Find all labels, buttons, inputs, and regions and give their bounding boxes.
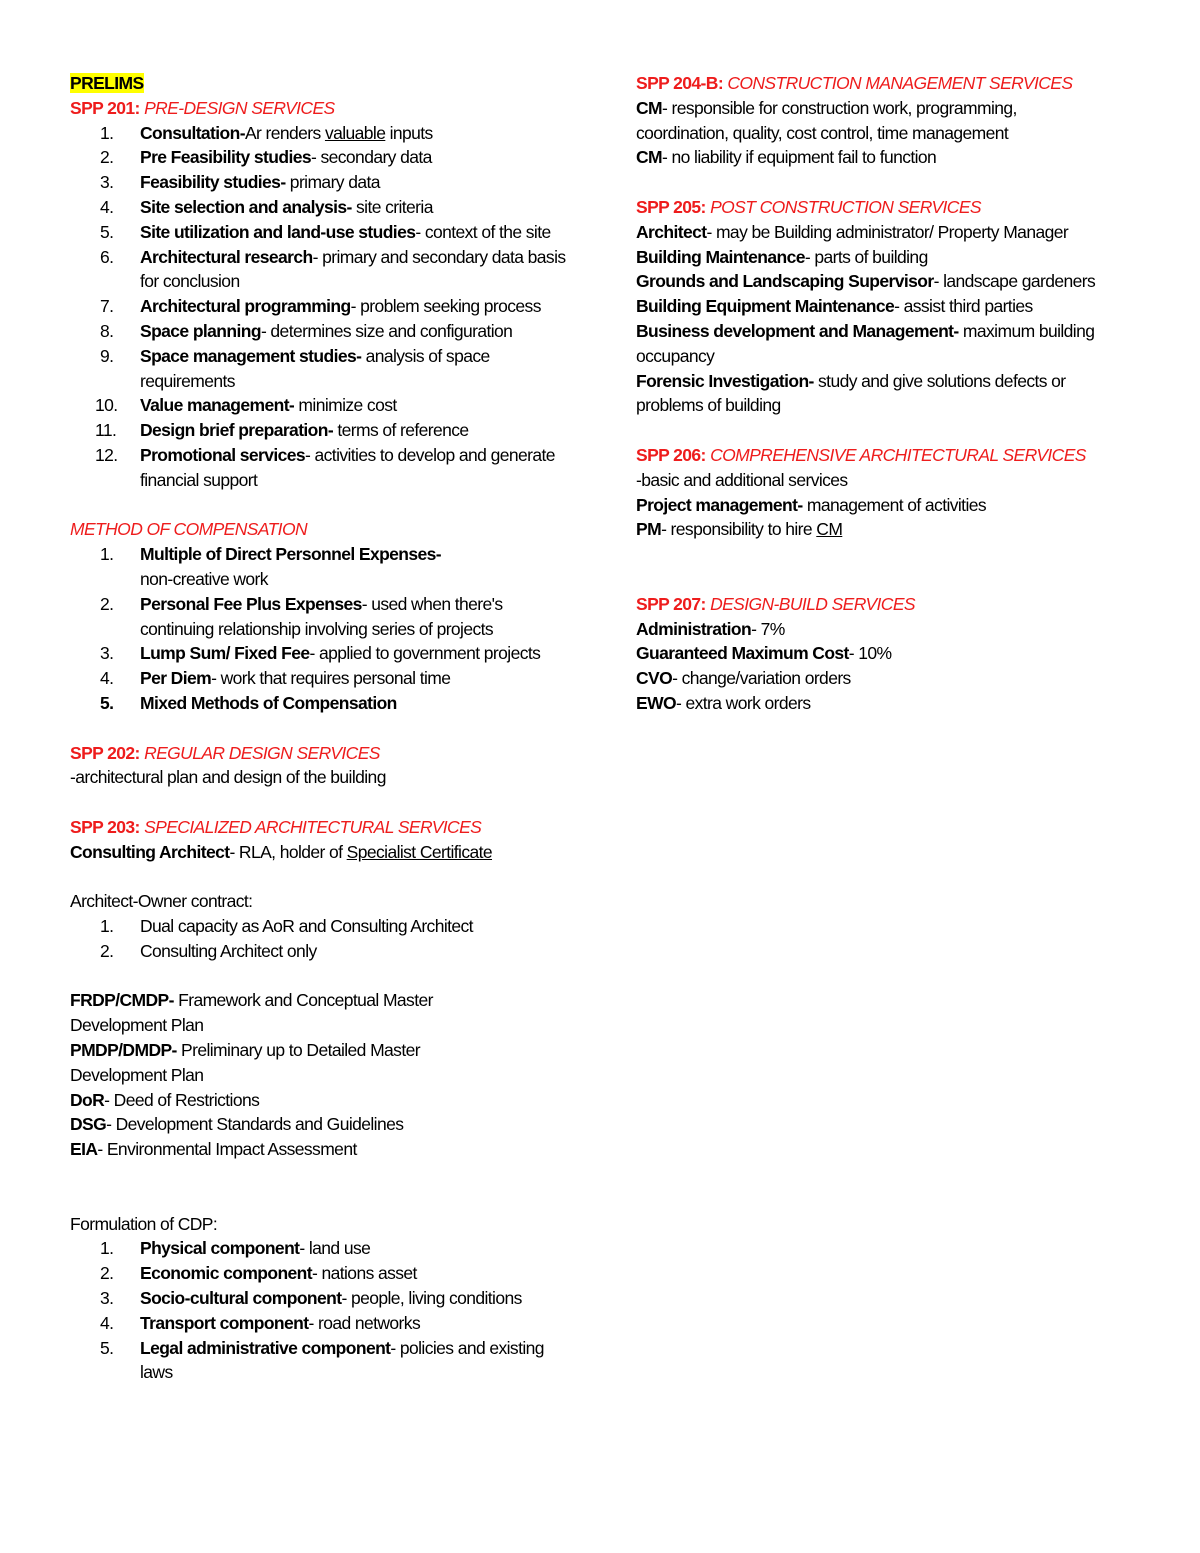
spp205-line: Building Equipment Maintenance- assist third parties: [636, 296, 1033, 317]
spp206-line: Project management- management of activities: [636, 494, 987, 515]
term-item: FRDP/CMDP- Framework and Conceptual Master Development Plan: [70, 990, 433, 1036]
list-item: 8. Space planning- determines size and configuration: [100, 320, 513, 341]
spp204b-line: CM- no liability if equipment fail to function: [636, 147, 937, 168]
list-item: 7. Architectural programming- problem seeking process: [100, 296, 541, 317]
list-item: 2. Pre Feasibility studies- secondary data: [100, 147, 432, 168]
spp201-list: [70, 121, 570, 493]
list-item: 5. Mixed Methods of Compensation: [100, 692, 397, 713]
term-item: EIA- Environmental Impact Assessment: [70, 1139, 357, 1160]
spp203-heading: SPP 203: SPECIALIZED ARCHITECTURAL SERVICES: [70, 816, 482, 837]
spp207-line: CVO- change/variation orders: [636, 668, 851, 689]
list-item: 1. Dual capacity as AoR and Consulting Architect: [100, 916, 473, 937]
list-item: 4. Transport component- road networks: [100, 1312, 421, 1333]
spp202-text: -architectural plan and design of the building: [70, 767, 386, 788]
spp205-line: Architect- may be Building administrator/ Property Manager: [636, 221, 1069, 242]
list-item: 4. Per Diem- work that requires personal time: [100, 668, 451, 689]
term-item: PMDP/DMDP- Preliminary up to Detailed Master Development Plan: [70, 1040, 420, 1085]
spp205-heading: SPP 205: POST CONSTRUCTION SERVICES: [636, 196, 981, 217]
spp207-heading: SPP 207: DESIGN-BUILD SERVICES: [636, 593, 915, 614]
spp206-text: -basic and additional services: [636, 469, 848, 490]
list-item: 4. Site selection and analysis- site criteria: [100, 196, 433, 217]
contract-list: [70, 914, 570, 964]
list-item: 5. Legal administrative component- policies and existing laws: [100, 1337, 544, 1383]
compensation-heading: METHOD OF COMPENSATION: [70, 519, 307, 540]
consulting-architect-line: Consulting Architect- RLA, holder of Specialist Certificate: [70, 841, 493, 862]
list-item: 9. Space management studies- analysis of space requirements: [100, 345, 490, 391]
contract-label: Architect-Owner contract:: [70, 891, 253, 912]
spp205-line: Business development and Management- maximum building occupancy: [636, 320, 1095, 366]
spp204b-line: CM- responsible for construction work, programming, coordination, quality, cost control, time management: [636, 97, 1017, 143]
list-item: 3. Socio-cultural component- people, living conditions: [100, 1288, 522, 1309]
spp202-heading: SPP 202: REGULAR DESIGN SERVICES: [70, 742, 380, 763]
spp207-line: Administration- 7%: [636, 618, 785, 639]
list-item: 2. Consulting Architect only: [100, 940, 317, 961]
list-item: 12. Promotional services- activities to develop and generate financial support: [95, 444, 555, 490]
terms-list: [70, 988, 490, 1162]
term-item: DoR- Deed of Restrictions: [70, 1089, 260, 1110]
right-column: [636, 71, 1156, 716]
prelims-heading: PRELIMS: [70, 73, 144, 93]
term-item: DSG- Development Standards and Guidelines: [70, 1114, 404, 1135]
list-item: 2. Economic component- nations asset: [100, 1263, 417, 1284]
spp206-line: PM- responsibility to hire CM: [636, 519, 843, 540]
cdp-list: [70, 1236, 570, 1385]
spp204b-heading: SPP 204-B: CONSTRUCTION MANAGEMENT SERVICES: [636, 73, 1073, 93]
list-item: 1. Physical component- land use: [100, 1238, 371, 1259]
spp205-line: Forensic Investigation- study and give solutions defects or problems of building: [636, 370, 1066, 416]
spp206-heading: SPP 206: COMPREHENSIVE ARCHITECTURAL SERVICES: [636, 444, 1086, 465]
list-item: 6. Architectural research- primary and secondary data basis for conclusion: [100, 246, 566, 292]
list-item: 3. Feasibility studies- primary data: [100, 172, 380, 193]
list-item: 5. Site utilization and land-use studies- context of the site: [100, 221, 551, 242]
cdp-label: Formulation of CDP:: [70, 1213, 218, 1234]
spp205-line: Grounds and Landscaping Supervisor- landscape gardeners: [636, 271, 1096, 292]
compensation-list: [70, 542, 570, 716]
list-item: 11. Design brief preparation- terms of reference: [95, 420, 469, 441]
spp207-line: Guaranteed Maximum Cost- 10%: [636, 643, 892, 664]
spp205-line: Building Maintenance- parts of building: [636, 246, 928, 267]
list-item: 3. Lump Sum/ Fixed Fee- applied to government projects: [100, 643, 541, 664]
list-item: 2. Personal Fee Plus Expenses- used when there's continuing relationship involving series of projects: [100, 593, 503, 639]
left-column: [70, 71, 570, 1385]
list-item: 1. Multiple of Direct Personnel Expenses- non-creative work: [100, 544, 442, 589]
list-item: 1. Consultation-Ar renders valuable inputs: [100, 122, 433, 143]
spp201-heading: SPP 201: PRE-DESIGN SERVICES: [70, 97, 335, 118]
spp207-line: EWO- extra work orders: [636, 692, 811, 713]
list-item: 10. Value management- minimize cost: [95, 395, 397, 416]
